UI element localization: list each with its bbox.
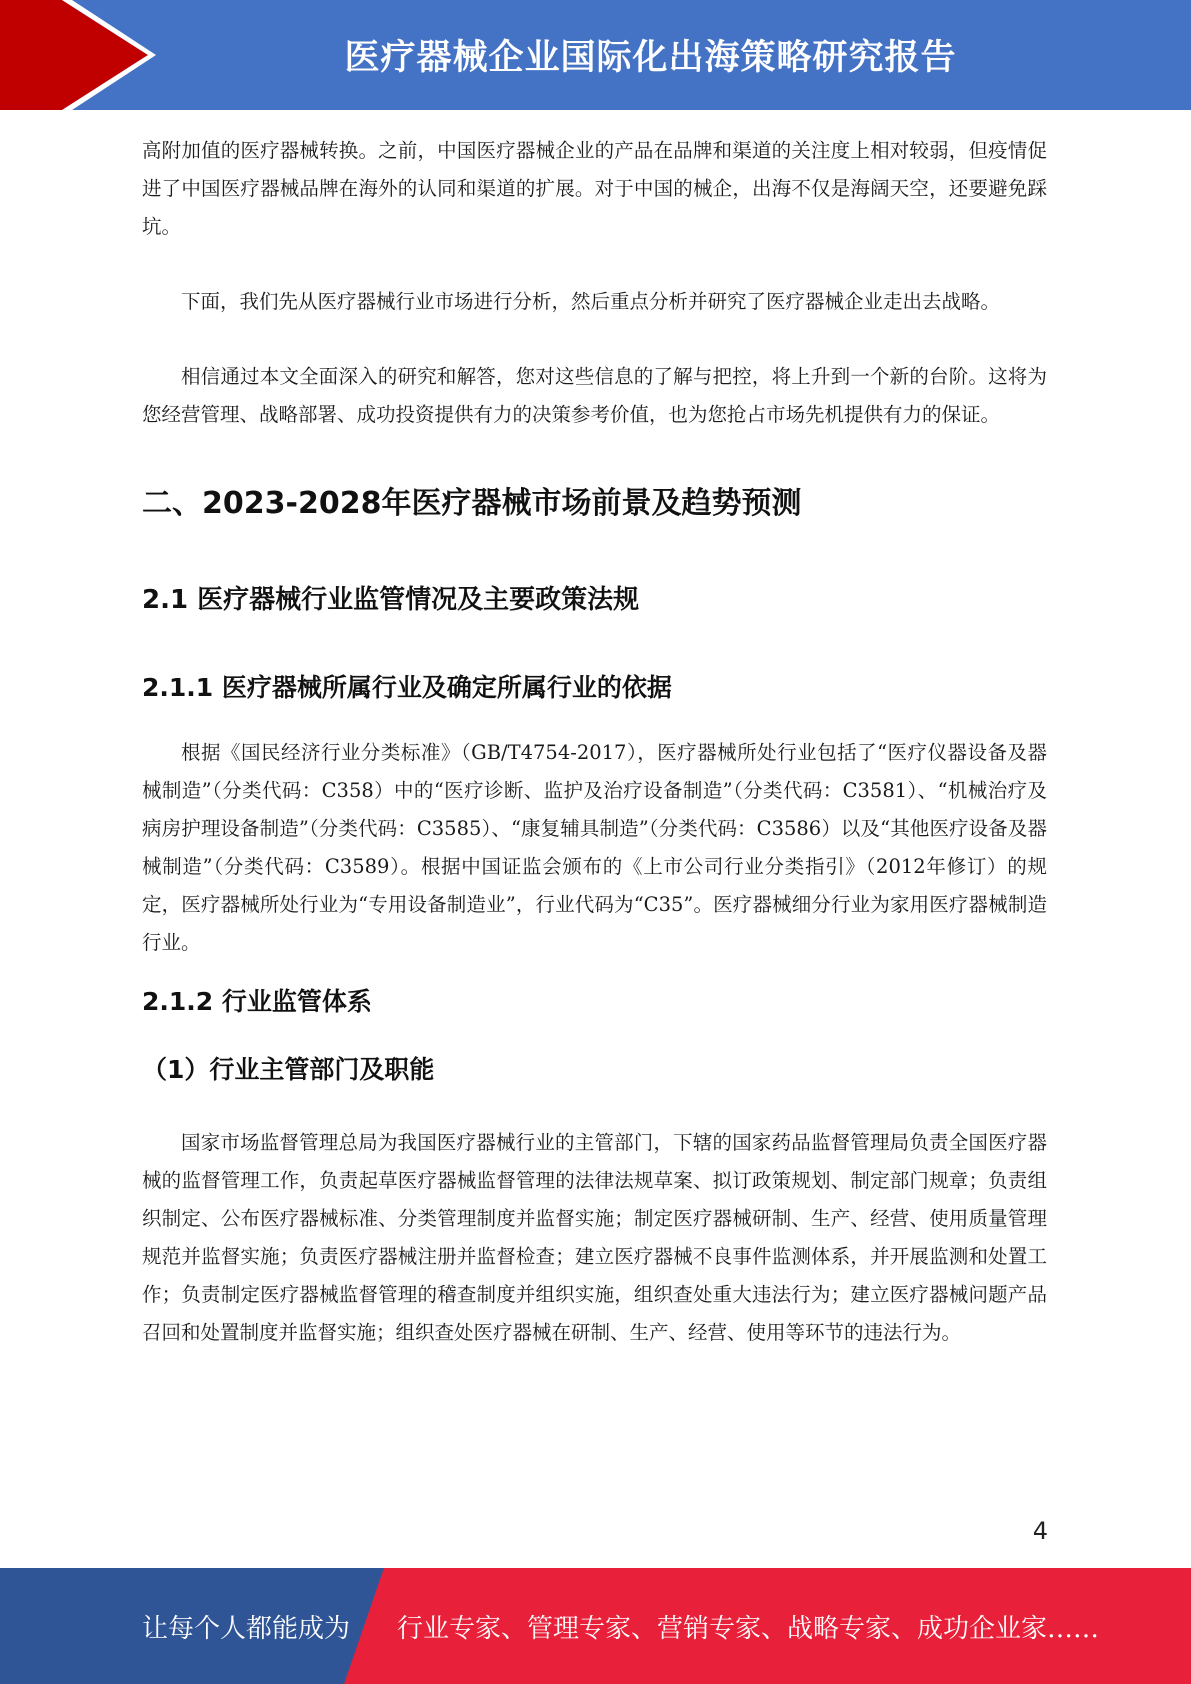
item-heading-1: （1）行业主管部门及职能 <box>142 1055 435 1084</box>
paragraph-analysis-intro: 下面，我们先从医疗器械行业市场进行分析，然后重点分析并研究了医疗器械企业走出去战略。 <box>181 290 1001 313</box>
footer-slogan-right: 行业专家、管理专家、营销专家、战略专家、成功企业家…… <box>397 1613 1100 1644</box>
paragraph-continuation: 高附加值的医疗器械转换。之前，中国医疗器械企业的产品在品牌和渠道的关注度上相对较弱，但疫情促进了中国医疗器械品牌在海外的认同和渠道的扩展。对于中国的械企，出海不仅是海阔天空，还要避免踩坑。 <box>142 139 1047 238</box>
header-banner <box>0 0 1191 110</box>
subsection-heading-2-1-2: 2.1.2 行业监管体系 <box>142 987 372 1016</box>
paragraph-industry-classification: 根据《国民经济行业分类标准》（GB/T4754-2017），医疗器械所处行业包括了“医疗仪器设备及器械制造”（分类代码：C358）中的“医疗诊断、监护及治疗设备制造”（分类代码：C3581）、“机械治疗及病房护理设备制造”（分类代码：C3585）、“康复辅具制造”（分类代码：C3586）以及“其他医疗设备及器械制造”（分类代码：C3589）。根据中国证监会颁布的《上市公司行业分类指引》（2012年修订）的规定，医疗器械所处行业为“专用设备制造业”，行业代码为“C35”。医疗器械细分行业为家用医疗器械制造行业。 <box>142 741 1047 954</box>
footer-banner <box>0 1568 1191 1684</box>
paragraph-value-statement: 相信通过本文全面深入的研究和解答，您对这些信息的了解与把控，将上升到一个新的台阶。这将为您经营管理、战略部署、成功投资提供有力的决策参考价值，也为您抢占市场先机提供有力的保证。 <box>142 365 1047 426</box>
page-number: 4 <box>1032 1517 1048 1545</box>
page-content <box>142 132 1047 1352</box>
section-heading: 二、2023-2028年医疗器械市场前景及趋势预测 <box>142 486 802 521</box>
subsection-heading-2-1: 2.1 医疗器械行业监管情况及主要政策法规 <box>142 585 640 615</box>
subsection-heading-2-1-1: 2.1.1 医疗器械所属行业及确定所属行业的依据 <box>142 673 672 702</box>
footer-slogan-left: 让每个人都能成为 <box>142 1613 351 1644</box>
paragraph-regulator-duties: 国家市场监督管理总局为我国医疗器械行业的主管部门，下辖的国家药品监督管理局负责全国医疗器械的监督管理工作，负责起草医疗器械监督管理的法律法规草案、拟订政策规划、制定部门规章；负责组织制定、公布医疗器械标准、分类管理制度并监督实施；制定医疗器械研制、生产、经营、使用质量管理规范并监督实施；负责医疗器械注册并监督检查；建立医疗器械不良事件监测体系，并开展监测和处置工作；负责制定医疗器械监督管理的稽查制度并组织实施，组织查处重大违法行为；建立医疗器械问题产品召回和处置制度并监督实施；组织查处医疗器械在研制、生产、经营、使用等环节的违法行为。 <box>142 1131 1047 1344</box>
report-title: 医疗器械企业国际化出海策略研究报告 <box>344 38 957 78</box>
